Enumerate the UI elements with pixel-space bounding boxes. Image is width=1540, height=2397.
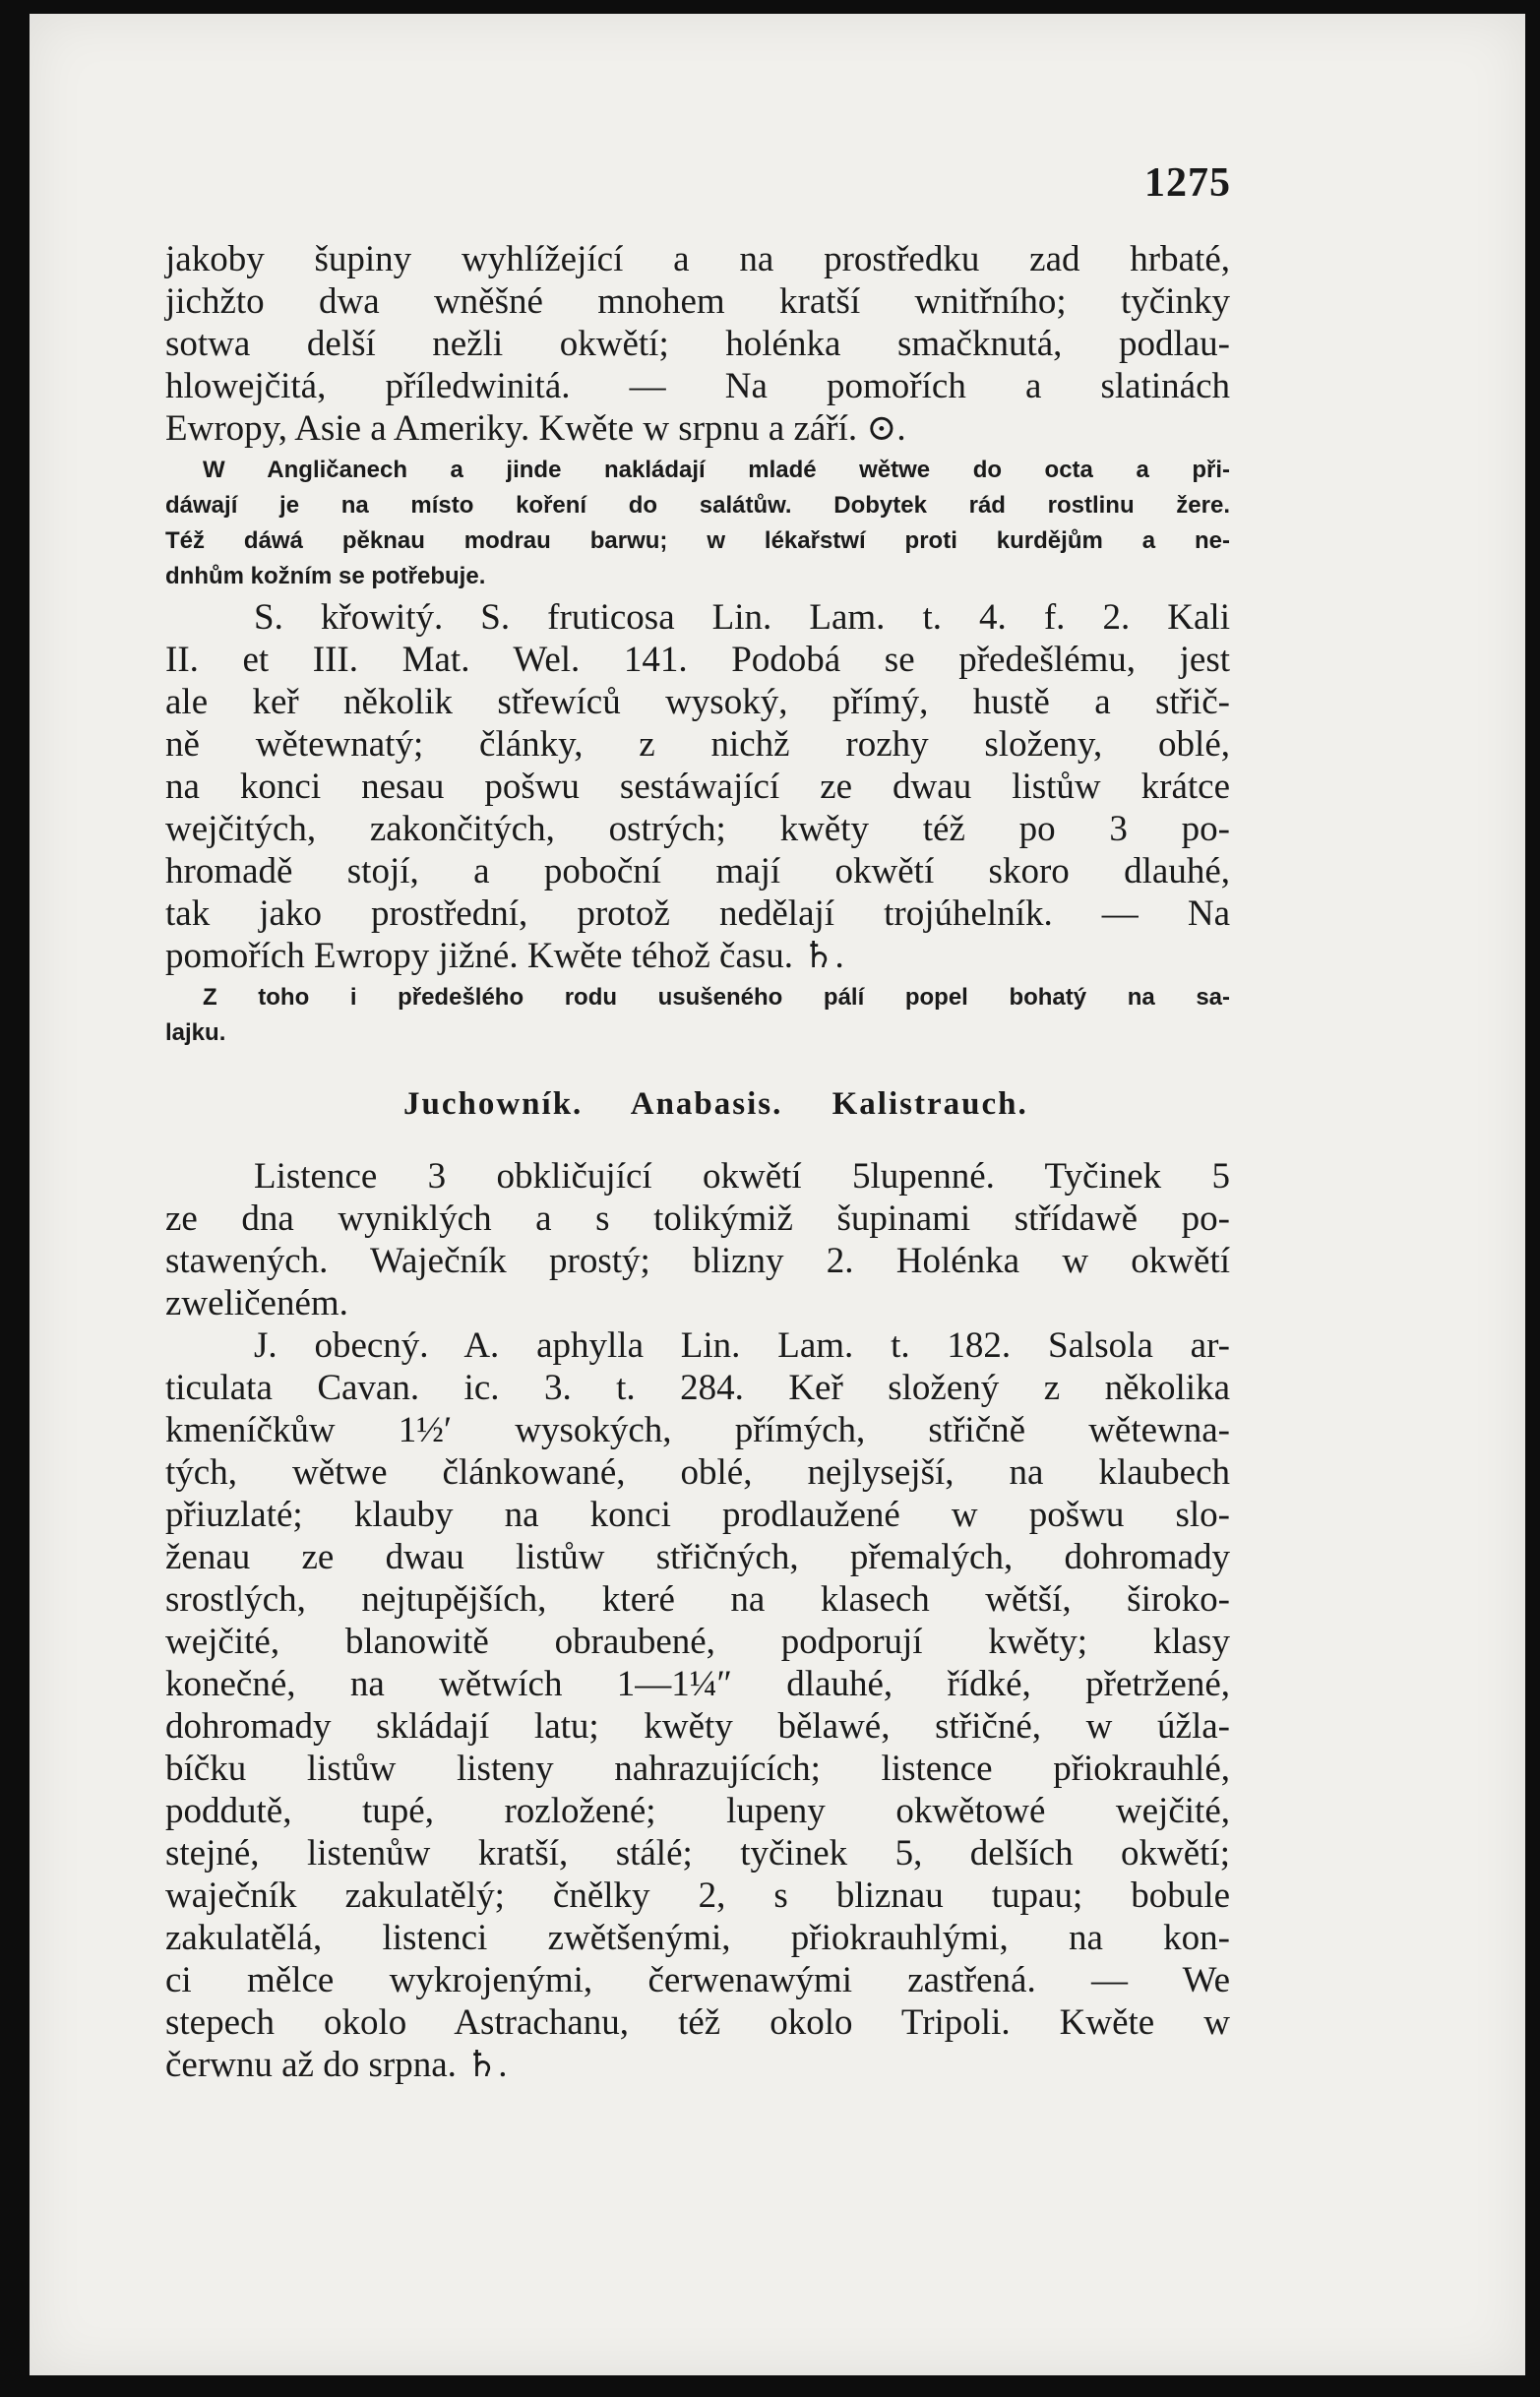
text-line: ci mělce wykrojenými, čerwenawými zastřená. — We — [165, 1960, 1230, 2000]
text-line: wejčité, blanowitě obraubené, podporují kwěty; klasy — [165, 1622, 1230, 1662]
text-line: ně wětewnatý; články, z nichž rozhy složeny, oblé, — [165, 724, 1230, 765]
book-page — [30, 14, 1525, 2375]
text-line: tak jako prostřední, protož nedělají trojúhelník. — Na — [165, 893, 1230, 934]
text-line: Ewropy, Asie a Ameriky. Kwěte w srpnu a září. ⊙. — [165, 408, 906, 449]
text-line: dohromady skládají latu; kwěty bělawé, střičné, w úžla- — [165, 1706, 1230, 1747]
note-line: Též dáwá pěknau modrau barwu; w lékařstwí proti kurdějům a ne- — [165, 527, 1230, 554]
text-line: bíčku listůw listeny nahrazujících; listence přiokrauhlé, — [165, 1749, 1230, 1789]
paragraph-3 — [165, 1155, 1230, 1324]
text-line: srostlých, nejtupějších, které na klasech wětší, široko- — [165, 1579, 1230, 1620]
text-line: jakoby šupiny wyhlížející a na prostředku zad hrbaté, — [165, 239, 1230, 279]
text-line: konečné, na wětwích 1—1¼″ dlauhé, řídké, přetržené, — [165, 1664, 1230, 1704]
text-line: stepech okolo Astrachanu, též okolo Tripoli. Kwěte w — [165, 2002, 1230, 2043]
text-line: jichžto dwa wněšné mnohem kratší wnitřního; tyčinky — [165, 281, 1230, 322]
text-line: ze dna wyniklých a s tolikýmiž šupinami střídawě po- — [165, 1198, 1230, 1239]
paragraph-4 — [165, 1324, 1230, 2086]
note-line: lajku. — [165, 1019, 226, 1046]
text-line: zweličeném. — [165, 1283, 348, 1323]
text-line: ženau ze dwau listůw střičných, přemalých, dohromady — [165, 1537, 1230, 1577]
note-line: dáwají je na místo koření do salátůw. Dobytek rád rostlinu žere. — [165, 492, 1230, 519]
genus-heading — [403, 1086, 1068, 1123]
text-line: pomořích Ewropy jižné. Kwěte téhož času. ♄. — [165, 936, 844, 976]
text-line: tých, wětwe článkowané, oblé, nejlysejší, na klaubech — [165, 1452, 1230, 1493]
note-2 — [165, 980, 1230, 1051]
text-line: sotwa delší nežli okwětí; holénka smačknutá, podlau- — [165, 324, 1230, 364]
paragraph-2 — [165, 596, 1230, 977]
text-line: hlowejčitá, příledwinitá. — Na pomořích a slatinách — [165, 366, 1230, 406]
text-line: kmeníčkůw 1½′ wysokých, přímých, střičně wětewna- — [165, 1410, 1230, 1450]
page-number: 1275 — [1144, 160, 1231, 206]
note-line: Z toho i předešlého rodu usušeného pálí popel bohatý na sa- — [203, 984, 1230, 1011]
text-line: stawených. Waječník prostý; blizny 2. Holénka w okwětí — [165, 1241, 1230, 1281]
text-line: hromadě stojí, a poboční mají okwětí skoro dlauhé, — [165, 851, 1230, 891]
note-line: W Angličanech a jinde nakládají mladé wětwe do octa a při- — [203, 457, 1230, 483]
text-line: stejné, listenůw kratší, stálé; tyčinek 5, delších okwětí; — [165, 1833, 1230, 1874]
text-line: II. et III. Mat. Wel. 141. Podobá se předešlému, jest — [165, 640, 1230, 680]
text-line: wejčitých, zakončitých, ostrých; kwěty též po 3 po- — [165, 809, 1230, 849]
heading-latin: Anabasis. — [630, 1086, 783, 1122]
text-line: Listence 3 obkličující okwětí 5lupenné. Tyčinek 5 — [254, 1156, 1230, 1197]
text-line: na konci nesau pošwu sestáwající ze dwau listůw krátce — [165, 767, 1230, 807]
text-line: S. křowitý. S. fruticosa Lin. Lam. t. 4. f. 2. Kali — [254, 597, 1230, 638]
text-line: přiuzlaté; klauby na konci prodlaužené w pošwu slo- — [165, 1495, 1230, 1535]
note-1 — [165, 453, 1230, 594]
heading-czech: Juchowník. — [403, 1086, 584, 1122]
heading-german: Kalistrauch. — [832, 1086, 1028, 1122]
note-line: dnhům kožním se potřebuje. — [165, 563, 486, 589]
text-line: ale keř několik střewíců wysoký, přímý, hustě a střič- — [165, 682, 1230, 722]
text-line: poddutě, tupé, rozložené; lupeny okwětowé wejčité, — [165, 1791, 1230, 1831]
paragraph-1 — [165, 238, 1230, 450]
text-line: J. obecný. A. aphylla Lin. Lam. t. 182. Salsola ar- — [254, 1325, 1230, 1366]
text-line: zakulatělá, listenci zwětšenými, přiokrauhlými, na kon- — [165, 1918, 1230, 1958]
text-line: waječník zakulatělý; čnělky 2, s bliznau tupau; bobule — [165, 1875, 1230, 1916]
text-line: ticulata Cavan. ic. 3. t. 284. Keř složený z několika — [165, 1368, 1230, 1408]
text-line: čerwnu až do srpna. ♄. — [165, 2045, 508, 2085]
